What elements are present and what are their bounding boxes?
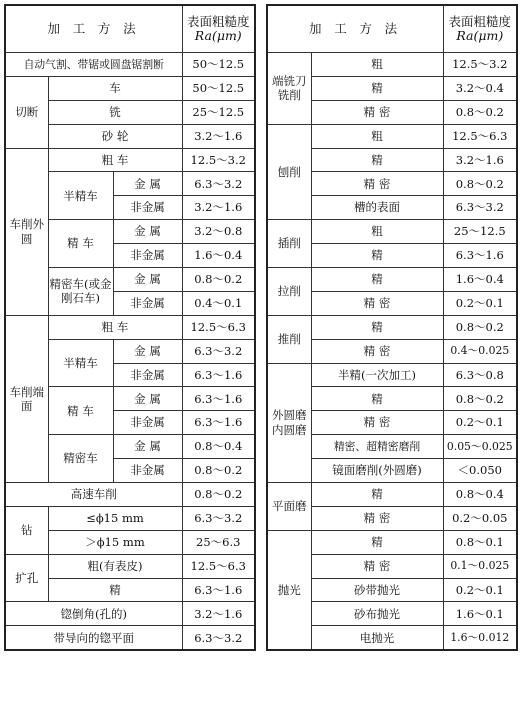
row-value: 1.6～0.4 (182, 244, 255, 268)
group-label: 刨削 (267, 124, 311, 220)
group-label: 端铣刀铣削 (267, 53, 311, 125)
row-label: 金 属 (113, 220, 182, 244)
row-label: 粗 车 (48, 315, 182, 339)
row-label: 精 (311, 244, 443, 268)
row-value: 0.8～0.2 (443, 172, 517, 196)
header-roughness-unit: Ra(μm) (456, 28, 504, 43)
row-label: 金 属 (113, 387, 182, 411)
row-value: 6.3～3.2 (182, 626, 255, 650)
subgroup-label: 精 车 (48, 387, 113, 435)
subgroup-label: 半精车 (48, 172, 113, 220)
row-label: 粗 车 (48, 148, 182, 172)
row-label: 非金属 (113, 196, 182, 220)
table-row (267, 483, 517, 507)
row-label: 精密、超精密磨削 (311, 435, 443, 459)
row-value: 3.2～0.4 (443, 76, 517, 100)
header-method: 加 工 方 法 (267, 5, 443, 53)
table-row (5, 483, 255, 507)
subgroup-label: 半精车 (48, 339, 113, 387)
table-row (5, 76, 255, 100)
row-value: 50～12.5 (182, 53, 255, 77)
row-value: 12.5～6.3 (182, 554, 255, 578)
row-label: 粗(有表皮) (48, 554, 182, 578)
row-value: 6.3～3.2 (182, 172, 255, 196)
table-row (5, 315, 255, 339)
row-value: 6.3～1.6 (182, 578, 255, 602)
roughness-table-right (266, 4, 518, 651)
header-roughness (182, 5, 255, 53)
table-row (5, 53, 255, 77)
row-value: 12.5～6.3 (443, 124, 517, 148)
row-value: 12.5～3.2 (443, 53, 517, 77)
group-label: 切断 (5, 76, 48, 148)
table-row (267, 220, 517, 244)
row-label: 精 (311, 530, 443, 554)
row-label: 砂 轮 (48, 124, 182, 148)
row-label: 非金属 (113, 459, 182, 483)
row-value: 0.8～0.4 (182, 435, 255, 459)
row-label: 非金属 (113, 291, 182, 315)
row-value: 6.3～0.8 (443, 363, 517, 387)
row-label: 铣 (48, 100, 182, 124)
row-label: 精 (311, 268, 443, 292)
table-header-row (5, 5, 255, 53)
row-label: 精 密 (311, 339, 443, 363)
row-value: 6.3～1.6 (182, 387, 255, 411)
group-label: 外圆磨内圆磨 (267, 363, 311, 482)
row-value: 12.5～6.3 (182, 315, 255, 339)
row-label: 非金属 (113, 244, 182, 268)
row-label: 非金属 (113, 411, 182, 435)
group-label: 推削 (267, 315, 311, 363)
row-value: 3.2～1.6 (182, 602, 255, 626)
row-label: 精 (311, 148, 443, 172)
row-value: 25～12.5 (182, 100, 255, 124)
group-label: 插削 (267, 220, 311, 268)
table-row (5, 506, 255, 530)
row-value: 0.4～0.1 (182, 291, 255, 315)
table-row (267, 363, 517, 387)
row-label: 自动气割、带锯或圆盘锯割断 (5, 53, 182, 77)
row-value: 6.3～1.6 (182, 363, 255, 387)
row-label: 精 密 (311, 100, 443, 124)
subgroup-label: 精 车 (48, 220, 113, 268)
roughness-table-left (4, 4, 256, 651)
row-label: 电抛光 (311, 626, 443, 650)
row-label: 精 (311, 483, 443, 507)
row-value: 0.1～0.025 (443, 554, 517, 578)
row-label: 砂布抛光 (311, 602, 443, 626)
row-value: 25～12.5 (443, 220, 517, 244)
row-value: 0.8～0.2 (182, 483, 255, 507)
table-row (267, 268, 517, 292)
row-label: 粗 (311, 53, 443, 77)
row-label: 精 (311, 315, 443, 339)
row-value: 0.2～0.1 (443, 578, 517, 602)
row-label: 精 (48, 578, 182, 602)
row-value: 0.8～0.2 (443, 387, 517, 411)
row-value: 25～6.3 (182, 530, 255, 554)
row-value: 3.2～1.6 (443, 148, 517, 172)
row-label: 精 密 (311, 411, 443, 435)
row-value: 6.3～1.6 (182, 411, 255, 435)
header-roughness-title: 表面粗糙度 (186, 14, 250, 30)
table-row (5, 554, 255, 578)
row-value: 3.2～1.6 (182, 124, 255, 148)
row-label: ＞ϕ15 mm (48, 530, 182, 554)
row-value: 1.6～0.4 (443, 268, 517, 292)
row-label: 金 属 (113, 172, 182, 196)
row-label: ≤ϕ15 mm (48, 506, 182, 530)
row-value: 0.8～0.2 (443, 100, 517, 124)
group-label: 车削端面 (5, 315, 48, 482)
row-value: 0.2～0.05 (443, 506, 517, 530)
group-label: 钻 (5, 506, 48, 554)
row-value: 0.2～0.1 (443, 291, 517, 315)
row-value: 0.4～0.025 (443, 339, 517, 363)
row-value: 0.2～0.1 (443, 411, 517, 435)
table-row (267, 53, 517, 77)
subgroup-label: 精密车 (48, 435, 113, 483)
row-value: 0.8～0.2 (182, 268, 255, 292)
row-value: ＜0.050 (443, 459, 517, 483)
row-label: 精 密 (311, 554, 443, 578)
row-value: 12.5～3.2 (182, 148, 255, 172)
row-value: 0.8～0.2 (443, 315, 517, 339)
row-label: 金 属 (113, 339, 182, 363)
row-label: 金 属 (113, 435, 182, 459)
group-label: 平面磨 (267, 483, 311, 531)
row-value: 0.8～0.4 (443, 483, 517, 507)
row-label: 砂带抛光 (311, 578, 443, 602)
row-value: 6.3～3.2 (182, 506, 255, 530)
row-label: 精 (311, 387, 443, 411)
row-label: 粗 (311, 220, 443, 244)
row-value: 3.2～0.8 (182, 220, 255, 244)
table-row (5, 148, 255, 172)
table-row (267, 315, 517, 339)
row-value: 6.3～3.2 (182, 339, 255, 363)
subgroup-label: 精密车(或金刚石车) (48, 268, 113, 316)
row-label: 车 (48, 76, 182, 100)
table-row (267, 124, 517, 148)
header-roughness-unit: Ra(μm) (194, 28, 242, 43)
table-header-row (267, 5, 517, 53)
header-method: 加 工 方 法 (5, 5, 182, 53)
row-label: 精 密 (311, 291, 443, 315)
row-value: 0.05～0.025 (443, 435, 517, 459)
group-label: 拉削 (267, 268, 311, 316)
row-label: 带导向的锪平面 (5, 626, 182, 650)
group-label: 抛光 (267, 530, 311, 650)
group-label: 车削外圆 (5, 148, 48, 315)
row-value: 3.2～1.6 (182, 196, 255, 220)
row-label: 粗 (311, 124, 443, 148)
row-label: 非金属 (113, 363, 182, 387)
row-label: 锪倒角(孔的) (5, 602, 182, 626)
group-label: 扩孔 (5, 554, 48, 602)
row-value: 0.8～0.1 (443, 530, 517, 554)
row-value: 1.6～0.012 (443, 626, 517, 650)
row-value: 1.6～0.1 (443, 602, 517, 626)
row-value: 50～12.5 (182, 76, 255, 100)
row-value: 0.8～0.2 (182, 459, 255, 483)
table-row (5, 626, 255, 650)
table-row (267, 530, 517, 554)
row-value: 6.3～3.2 (443, 196, 517, 220)
row-label: 精 (311, 76, 443, 100)
row-value: 6.3～1.6 (443, 244, 517, 268)
row-label: 半精(一次加工) (311, 363, 443, 387)
row-label: 高速车削 (5, 483, 182, 507)
row-label: 金 属 (113, 268, 182, 292)
row-label: 槽的表面 (311, 196, 443, 220)
row-label: 精 密 (311, 506, 443, 530)
row-label: 镜面磨削(外圆磨) (311, 459, 443, 483)
header-roughness-title: 表面粗糙度 (448, 14, 512, 30)
row-label: 精 密 (311, 172, 443, 196)
header-roughness (443, 5, 517, 53)
table-row (5, 602, 255, 626)
